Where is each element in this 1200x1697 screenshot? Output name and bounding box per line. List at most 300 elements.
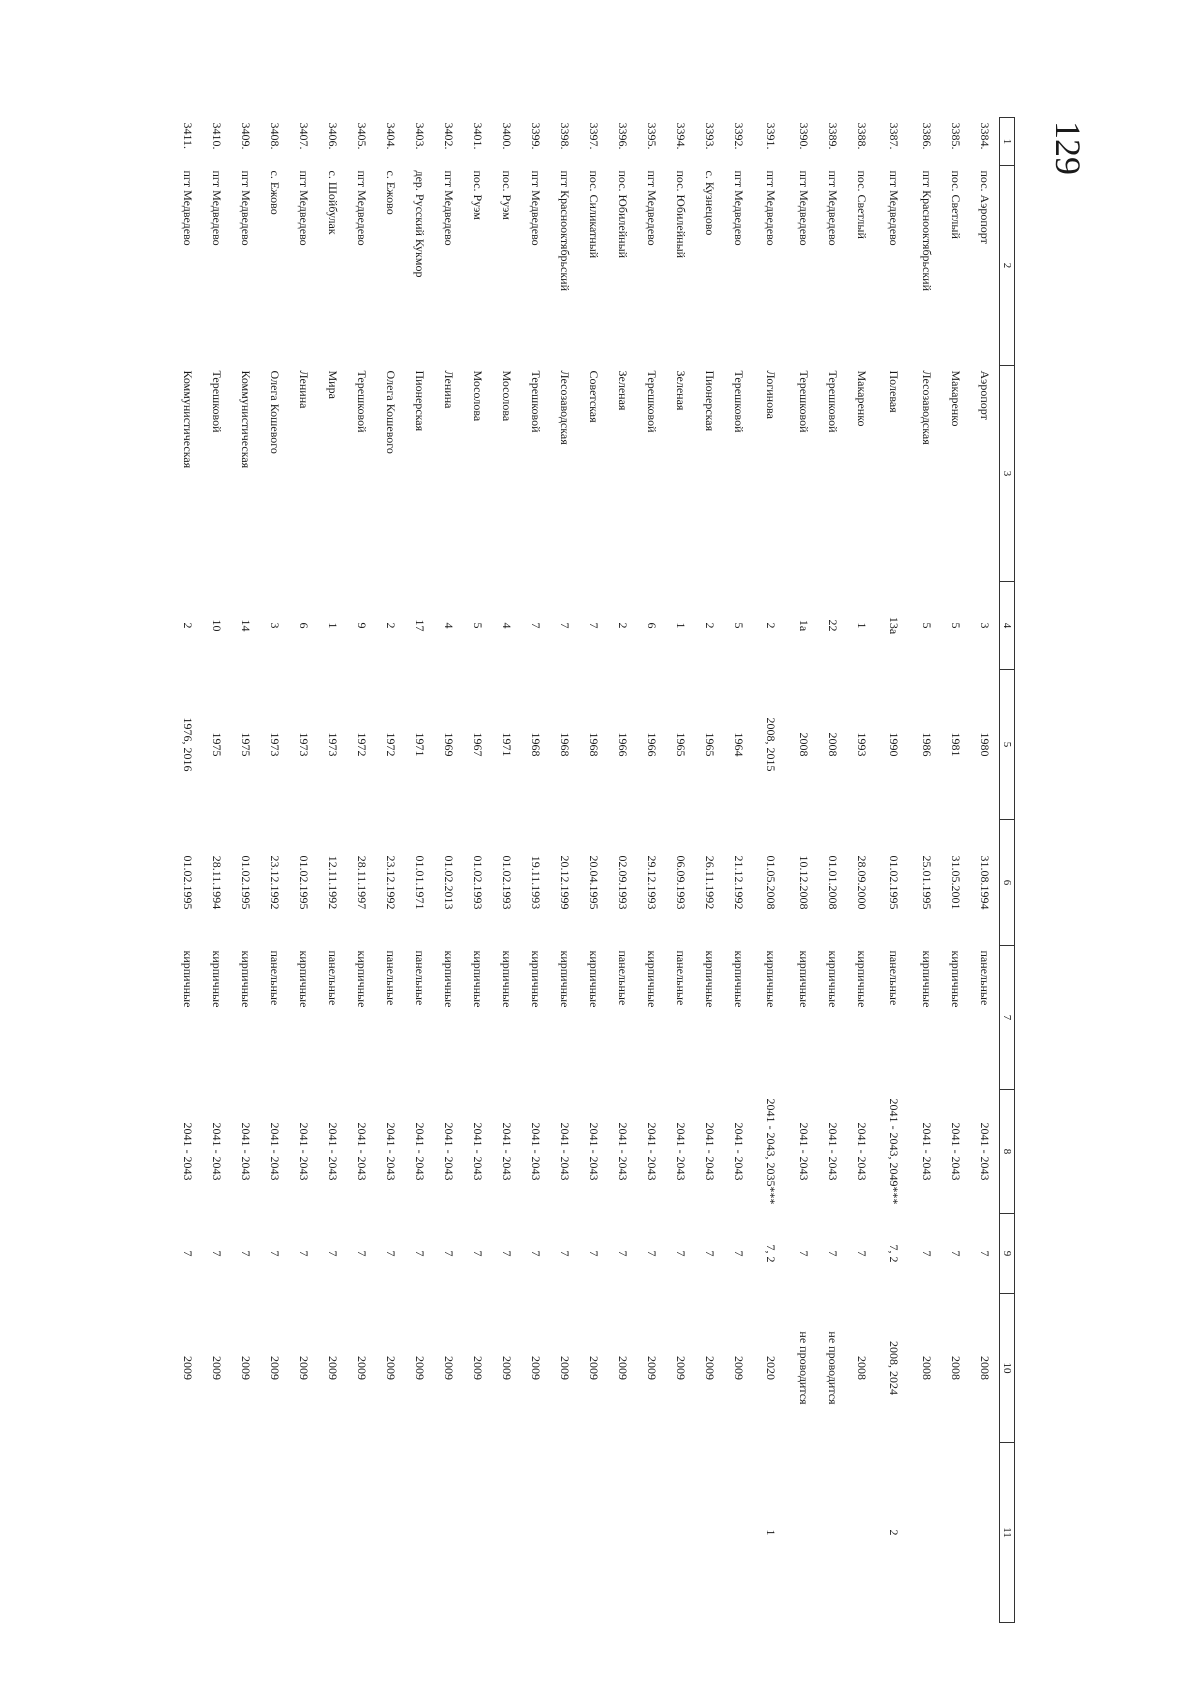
cell-code: 7	[587, 1250, 601, 1257]
cell-extra	[637, 1443, 666, 1623]
table-row	[941, 118, 970, 1623]
cell-street: Терешковой	[826, 370, 840, 433]
cell-locality: пос. Руэм	[500, 170, 514, 220]
column-header-6: 6	[1000, 820, 1015, 946]
cell-years: 1968	[529, 732, 543, 757]
cell-years: 1975	[239, 732, 253, 757]
cell-code: 7	[529, 1250, 543, 1257]
cell-locality: пгт Медведево	[732, 170, 746, 246]
column-header-11: 11	[1000, 1443, 1015, 1623]
table-row	[289, 118, 318, 1623]
cell-years: 1973	[268, 732, 282, 757]
cell-date: 23.12.1992	[268, 855, 282, 910]
cell-material: кирпичные	[442, 950, 456, 1008]
cell-material: кирпичные	[471, 950, 485, 1008]
cell-street: Коммунистическая	[181, 370, 195, 469]
cell-material: кирпичные	[239, 950, 253, 1008]
cell-code: 7	[920, 1250, 934, 1257]
cell-inspect: 2009	[471, 1356, 485, 1380]
column-header-4: 4	[1000, 582, 1015, 670]
cell-extra	[260, 1443, 289, 1623]
cell-code: 7	[297, 1250, 311, 1257]
column-header-9: 9	[1000, 1214, 1015, 1294]
cell-inspect: 2009	[674, 1356, 688, 1380]
cell-street: Терешковой	[529, 370, 543, 433]
cell-extra	[231, 1443, 260, 1623]
cell-years: 1972	[384, 732, 398, 757]
cell-material: кирпичные	[855, 950, 869, 1008]
cell-date: 01.02.2013	[442, 855, 456, 910]
cell-code: 7	[949, 1250, 963, 1257]
cell-street: Пионерская	[413, 370, 427, 432]
cell-house: 5	[920, 622, 934, 629]
cell-period: 2041 - 2043	[797, 1122, 811, 1181]
table-row	[608, 118, 637, 1623]
cell-house: 2	[384, 622, 398, 629]
table-row	[376, 118, 405, 1623]
cell-period: 2041 - 2043	[703, 1122, 717, 1181]
cell-code: 7	[500, 1250, 514, 1257]
cell-code: 7	[442, 1250, 456, 1257]
cell-date: 02.09.1993	[616, 855, 630, 910]
cell-extra	[724, 1443, 753, 1623]
cell-period: 2041 - 2043	[297, 1122, 311, 1181]
cell-code: 7	[645, 1250, 659, 1257]
cell-material: панельные	[978, 950, 992, 1006]
cell-material: кирпичные	[529, 950, 543, 1008]
cell-years: 1968	[558, 732, 572, 757]
cell-locality: пгт Медведево	[887, 170, 902, 246]
cell-house: 6	[645, 622, 659, 629]
cell-house: 4	[500, 622, 514, 629]
cell-inspect: 2009	[268, 1356, 282, 1380]
cell-inspect: 2009	[703, 1356, 717, 1380]
cell-extra	[405, 1443, 434, 1623]
cell-material: панельные	[674, 950, 688, 1006]
cell-locality: пос. Юбилейный	[616, 170, 630, 259]
cell-code: 7	[826, 1250, 840, 1257]
cell-locality: пгт Медведево	[826, 170, 840, 246]
cell-period: 2041 - 2043	[471, 1122, 485, 1181]
cell-inspect: 2008	[855, 1356, 869, 1380]
cell-street: Ленина	[297, 370, 311, 409]
cell-code: 7	[413, 1250, 427, 1257]
cell-code: 7	[384, 1250, 398, 1257]
cell-house: 3	[978, 622, 992, 629]
cell-house: 7	[558, 622, 572, 629]
cell-years: 1980	[978, 732, 992, 757]
cell-locality: дер. Русский Кукмор	[413, 170, 427, 278]
cell-locality: пгт Медведево	[645, 170, 659, 246]
cell-period: 2041 - 2043	[442, 1122, 456, 1181]
cell-inspect: не проводится	[826, 1331, 840, 1405]
cell-period: 2041 - 2043	[587, 1122, 601, 1181]
cell-locality: пгт Медведево	[764, 170, 779, 246]
cell-date: 25.01.1995	[920, 855, 934, 910]
cell-inspect: 2008, 2024	[887, 1341, 902, 1395]
cell-no: 3397.	[587, 122, 601, 150]
cell-no: 3384.	[978, 122, 992, 150]
cell-period: 2041 - 2043	[239, 1122, 253, 1181]
cell-no: 3390.	[797, 122, 811, 150]
cell-period: 2041 - 2043	[855, 1122, 869, 1181]
cell-period: 2041 - 2043, 2035***	[764, 1098, 778, 1205]
cell-no: 3409.	[239, 122, 253, 150]
cell-years: 1966	[616, 732, 630, 757]
cell-street: Олега Кошевого	[268, 370, 282, 454]
cell-date: 01.02.1995	[239, 855, 253, 910]
table-row	[405, 118, 434, 1623]
cell-street: Коммунистическая	[239, 370, 253, 469]
cell-period: 2041 - 2043	[674, 1122, 688, 1181]
cell-years: 1966	[645, 732, 659, 757]
cell-locality: пгт Медведево	[529, 170, 543, 246]
cell-house: 22	[826, 619, 840, 632]
cell-code: 7, 2	[764, 1244, 779, 1263]
cell-extra	[789, 1443, 818, 1623]
cell-years: 2008	[797, 732, 811, 757]
cell-street: Олега Кошевого	[384, 370, 398, 454]
cell-years: 1981	[949, 732, 963, 757]
table-row	[912, 118, 941, 1623]
cell-extra	[376, 1443, 405, 1623]
cell-code: 7	[355, 1250, 369, 1257]
cell-years: 1965	[674, 732, 688, 757]
cell-material: кирпичные	[826, 950, 840, 1008]
cell-years: 1965	[703, 732, 717, 757]
cell-no: 3387.	[887, 122, 902, 150]
table-row	[724, 118, 753, 1623]
table-row	[818, 118, 847, 1623]
cell-locality: с. Кузнецово	[703, 170, 717, 236]
cell-no: 3386.	[920, 122, 934, 150]
cell-material: кирпичные	[587, 950, 601, 1008]
cell-locality: пгт Медведево	[239, 170, 253, 246]
cell-code: 7	[471, 1250, 485, 1257]
cell-material: панельные	[887, 950, 902, 1006]
column-header-8: 8	[1000, 1090, 1015, 1214]
cell-street: Мосолова	[500, 370, 514, 422]
cell-material: кирпичные	[920, 950, 934, 1008]
table-row	[434, 118, 463, 1623]
cell-inspect: 2009	[587, 1356, 601, 1380]
cell-extra	[289, 1443, 318, 1623]
cell-no: 3396.	[616, 122, 630, 150]
cell-extra	[912, 1443, 941, 1623]
cell-code: 7, 2	[887, 1244, 902, 1263]
cell-years: 1967	[471, 732, 485, 757]
cell-street: Терешковой	[797, 370, 811, 433]
cell-period: 2041 - 2043	[645, 1122, 659, 1181]
cell-code: 7	[978, 1250, 992, 1257]
cell-no: 3398.	[558, 122, 572, 150]
cell-street: Советская	[587, 370, 601, 423]
cell-locality: с. Ежово	[384, 170, 398, 215]
cell-no: 3404.	[384, 122, 398, 150]
cell-extra	[521, 1443, 550, 1623]
cell-date: 31.08.1994	[978, 855, 992, 910]
cell-locality: пос. Юбилейный	[674, 170, 688, 259]
cell-locality: пгт Медведево	[210, 170, 224, 246]
cell-no: 3407.	[297, 122, 311, 150]
cell-no: 3403.	[413, 122, 427, 150]
cell-date: 28.11.1994	[210, 855, 224, 910]
column-header-7: 7	[1000, 946, 1015, 1090]
cell-material: кирпичные	[703, 950, 717, 1008]
cell-period: 2041 - 2043	[500, 1122, 514, 1181]
cell-inspect: 2009	[529, 1356, 543, 1380]
cell-date: 06.09.1993	[674, 855, 688, 910]
cell-street: Лесозаводская	[558, 370, 572, 445]
cell-extra	[970, 1443, 1000, 1623]
cell-house: 2	[181, 622, 195, 629]
cell-material: кирпичные	[500, 950, 514, 1008]
cell-extra: 1	[764, 1529, 779, 1536]
table-row	[173, 118, 202, 1623]
cell-locality: пгт Красноoктябрьский	[558, 170, 572, 292]
cell-period: 2041 - 2043	[326, 1122, 340, 1181]
cell-material: кирпичные	[764, 950, 779, 1008]
cell-inspect: 2009	[732, 1356, 746, 1380]
cell-extra	[463, 1443, 492, 1623]
rotated-table-container	[181, 117, 1015, 1622]
table-row	[637, 118, 666, 1623]
cell-no: 3399.	[529, 122, 543, 150]
cell-street: Терешковой	[210, 370, 224, 433]
cell-years: 1973	[297, 732, 311, 757]
cell-house: 3	[268, 622, 282, 629]
cell-extra	[695, 1443, 724, 1623]
table-row	[876, 118, 912, 1623]
cell-extra	[550, 1443, 579, 1623]
cell-extra	[818, 1443, 847, 1623]
cell-period: 2041 - 2043	[210, 1122, 224, 1181]
cell-inspect: 2020	[764, 1356, 779, 1380]
column-number-header	[1000, 118, 1015, 1623]
cell-locality: пос. Силикатный	[587, 170, 601, 259]
cell-street: Терешковой	[355, 370, 369, 433]
column-header-5: 5	[1000, 670, 1015, 820]
page-number: 129	[1048, 121, 1088, 175]
cell-inspect: 2009	[645, 1356, 659, 1380]
cell-period: 2041 - 2043	[384, 1122, 398, 1181]
table-body	[173, 118, 1000, 1623]
cell-extra	[202, 1443, 231, 1623]
cell-locality: пос. Руэм	[471, 170, 485, 220]
cell-no: 3393.	[703, 122, 717, 150]
cell-period: 2041 - 2043	[732, 1122, 746, 1181]
table-row	[550, 118, 579, 1623]
cell-date: 20.04.1995	[587, 855, 601, 910]
cell-house: 1	[674, 622, 688, 629]
cell-inspect: 2009	[326, 1356, 340, 1380]
cell-date: 19.11.1993	[529, 855, 543, 910]
cell-years: 1976, 2016	[181, 717, 195, 772]
cell-house: 17	[413, 619, 427, 632]
cell-code: 7	[732, 1250, 746, 1257]
cell-locality: пгт Медведево	[297, 170, 311, 246]
table-row	[789, 118, 818, 1623]
cell-years: 1975	[210, 732, 224, 757]
cell-house: 2	[703, 622, 717, 629]
cell-extra	[608, 1443, 637, 1623]
cell-extra	[847, 1443, 876, 1623]
cell-house: 7	[587, 622, 601, 629]
cell-period: 2041 - 2043	[616, 1122, 630, 1181]
cell-house: 1а	[797, 619, 811, 632]
cell-extra: 2	[887, 1529, 902, 1536]
cell-date: 26.11.1992	[703, 855, 717, 910]
cell-date: 28.09.2000	[855, 855, 869, 910]
cell-period: 2041 - 2043	[268, 1122, 282, 1181]
cell-material: кирпичные	[949, 950, 963, 1008]
column-header-2: 2	[1000, 166, 1015, 366]
cell-inspect: 2009	[616, 1356, 630, 1380]
table-row	[666, 118, 695, 1623]
cell-house: 1	[855, 622, 869, 629]
cell-date: 12.11.1992	[326, 855, 340, 910]
cell-material: кирпичные	[645, 950, 659, 1008]
cell-no: 3402.	[442, 122, 456, 150]
cell-no: 3391.	[764, 122, 779, 150]
cell-date: 01.01.2008	[826, 855, 840, 910]
cell-years: 1990	[887, 732, 902, 757]
cell-code: 7	[239, 1250, 253, 1257]
cell-years: 1972	[355, 732, 369, 757]
cell-material: панельные	[326, 950, 340, 1006]
cell-period: 2041 - 2043, 2049***	[887, 1098, 901, 1205]
cell-house: 5	[471, 622, 485, 629]
cell-extra	[434, 1443, 463, 1623]
cell-inspect: 2009	[297, 1356, 311, 1380]
cell-locality: пгт Медведево	[797, 170, 811, 246]
cell-no: 3406.	[326, 122, 340, 150]
table-row	[492, 118, 521, 1623]
cell-street: Логинова	[764, 370, 779, 419]
cell-material: панельные	[268, 950, 282, 1006]
cell-extra	[666, 1443, 695, 1623]
table-row	[847, 118, 876, 1623]
cell-no: 3408.	[268, 122, 282, 150]
cell-period: 2041 - 2043	[920, 1122, 934, 1181]
table-row	[970, 118, 1000, 1623]
cell-inspect: 2009	[500, 1356, 514, 1380]
cell-date: 31.05.2001	[949, 855, 963, 910]
cell-period: 2041 - 2043	[558, 1122, 572, 1181]
cell-code: 7	[326, 1250, 340, 1257]
cell-code: 7	[181, 1250, 195, 1257]
cell-material: кирпичные	[355, 950, 369, 1008]
cell-date: 29.12.1993	[645, 855, 659, 910]
cell-material: кирпичные	[181, 950, 195, 1008]
cell-material: панельные	[384, 950, 398, 1006]
cell-no: 3405.	[355, 122, 369, 150]
cell-no: 3385.	[949, 122, 963, 150]
cell-period: 2041 - 2043	[529, 1122, 543, 1181]
cell-house: 5	[732, 622, 746, 629]
cell-period: 2041 - 2043	[355, 1122, 369, 1181]
cell-period: 2041 - 2043	[181, 1122, 195, 1181]
table-row	[347, 118, 376, 1623]
cell-house: 5	[949, 622, 963, 629]
cell-inspect: 2009	[181, 1356, 195, 1380]
cell-years: 1993	[855, 732, 869, 757]
cell-extra	[173, 1443, 202, 1623]
cell-street: Аэропорт	[978, 370, 992, 420]
cell-no: 3392.	[732, 122, 746, 150]
column-header-1: 1	[1000, 118, 1015, 166]
cell-code: 7	[210, 1250, 224, 1257]
cell-years: 2008	[826, 732, 840, 757]
table-row	[318, 118, 347, 1623]
cell-house: 4	[442, 622, 456, 629]
cell-locality: пгт Красноoктябрьский	[920, 170, 934, 292]
cell-street: Зеленая	[616, 370, 630, 411]
cell-code: 7	[674, 1250, 688, 1257]
cell-extra	[492, 1443, 521, 1623]
cell-date: 28.11.1997	[355, 855, 369, 910]
cell-extra	[579, 1443, 608, 1623]
cell-inspect: 2008	[949, 1356, 963, 1380]
table-row	[202, 118, 231, 1623]
registry-table	[173, 117, 1015, 1623]
cell-inspect: 2009	[355, 1356, 369, 1380]
cell-locality: с. Шойбулак	[326, 170, 340, 235]
cell-code: 7	[268, 1250, 282, 1257]
cell-date: 23.12.1992	[384, 855, 398, 910]
cell-period: 2041 - 2043	[978, 1122, 992, 1181]
cell-no: 3411.	[181, 122, 195, 150]
cell-code: 7	[558, 1250, 572, 1257]
cell-date: 01.02.1995	[887, 855, 902, 910]
cell-street: Ленина	[442, 370, 456, 409]
cell-years: 1973	[326, 732, 340, 757]
cell-locality: пгт Медведево	[181, 170, 195, 246]
cell-house: 2	[764, 622, 779, 629]
cell-no: 3394.	[674, 122, 688, 150]
cell-inspect: 2008	[920, 1356, 934, 1380]
cell-inspect: 2009	[384, 1356, 398, 1380]
cell-material: панельные	[413, 950, 427, 1006]
cell-material: кирпичные	[732, 950, 746, 1008]
cell-house: 14	[239, 619, 253, 632]
cell-years: 1964	[732, 732, 746, 757]
cell-date: 21.12.1992	[732, 855, 746, 910]
cell-house: 13а	[887, 616, 902, 635]
cell-material: кирпичные	[797, 950, 811, 1008]
table-row	[579, 118, 608, 1623]
cell-house: 9	[355, 622, 369, 629]
cell-period: 2041 - 2043	[413, 1122, 427, 1181]
cell-extra	[941, 1443, 970, 1623]
cell-code: 7	[703, 1250, 717, 1257]
column-header-10: 10	[1000, 1294, 1015, 1443]
cell-material: кирпичные	[297, 950, 311, 1008]
cell-house: 7	[529, 622, 543, 629]
cell-inspect: 2009	[210, 1356, 224, 1380]
cell-locality: пос. Светлый	[949, 170, 963, 239]
cell-extra	[318, 1443, 347, 1623]
cell-inspect: 2009	[442, 1356, 456, 1380]
cell-date: 01.05.2008	[764, 855, 779, 910]
cell-years: 1986	[920, 732, 934, 757]
cell-street: Макаренко	[855, 370, 869, 427]
table-row	[463, 118, 492, 1623]
table-row	[695, 118, 724, 1623]
cell-street: Полевая	[887, 370, 902, 413]
cell-street: Терешковой	[645, 370, 659, 433]
cell-locality: с. Ежово	[268, 170, 282, 215]
